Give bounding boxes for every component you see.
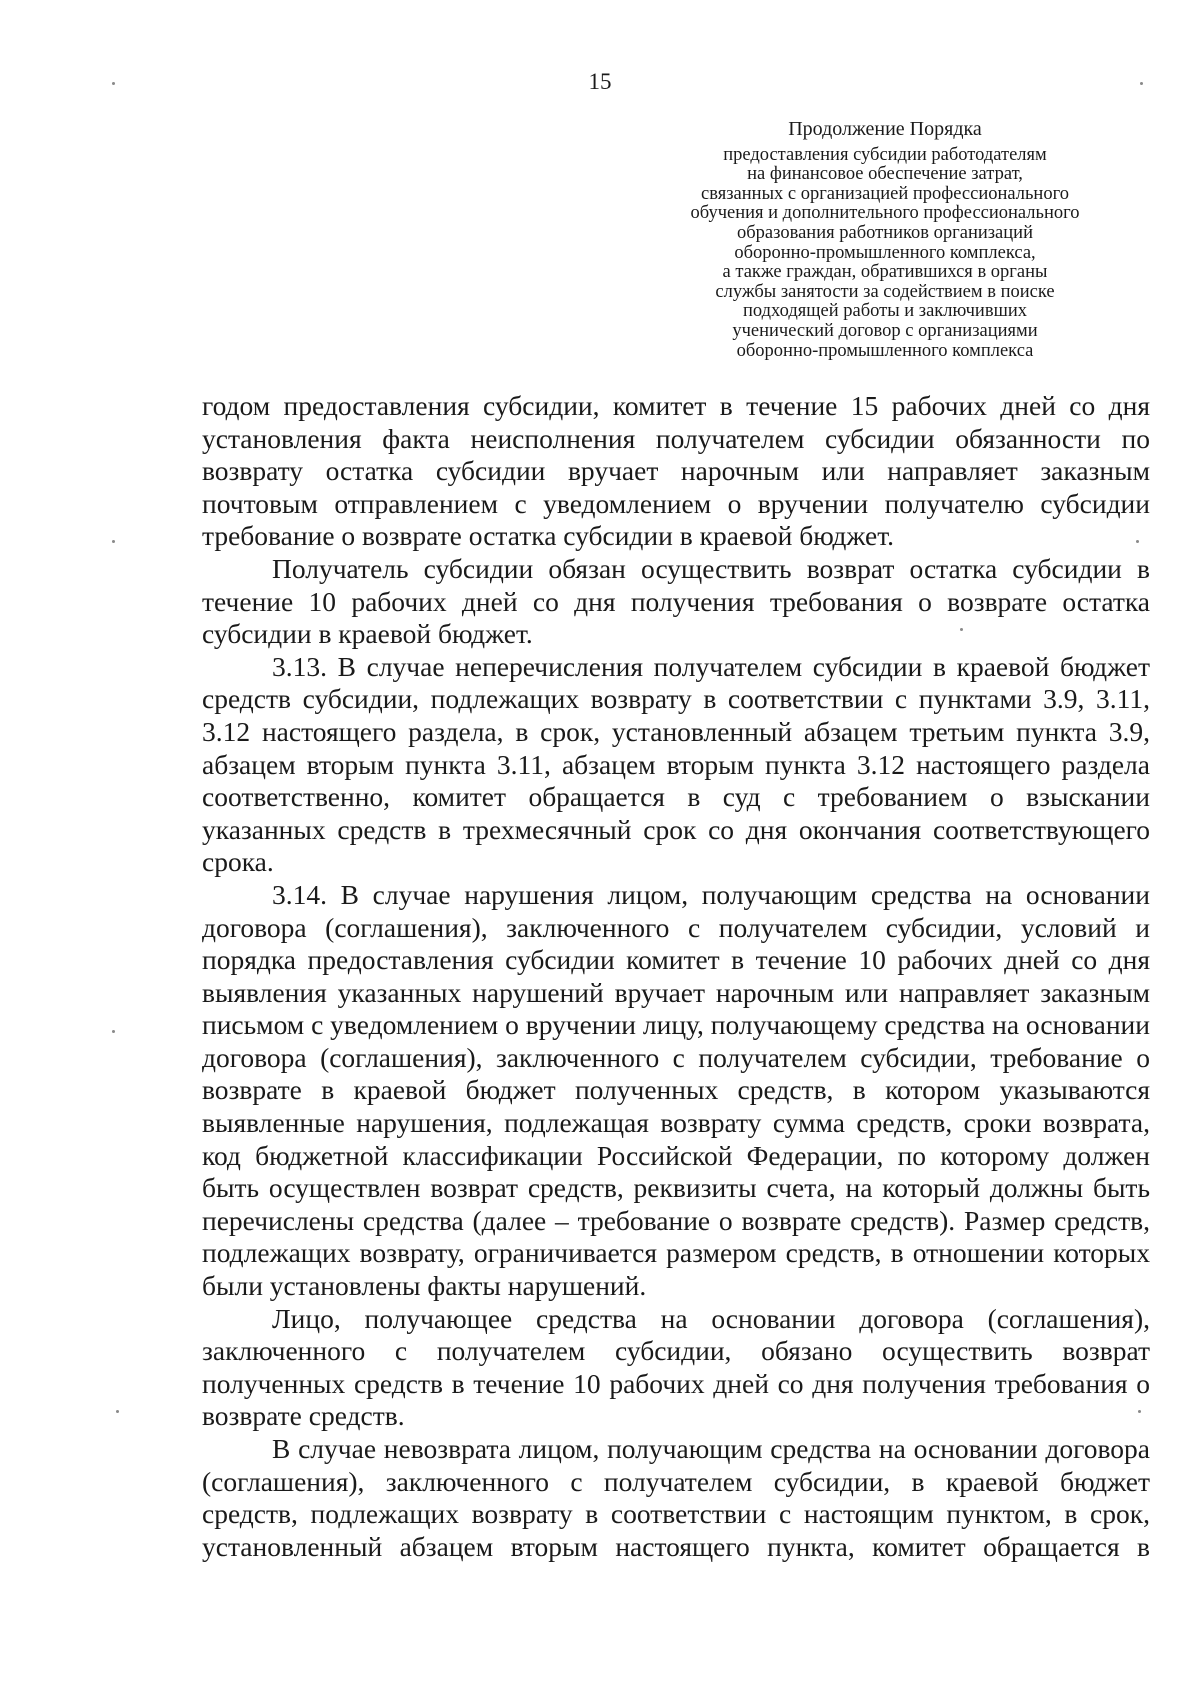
- header-title: Продолжение Порядка: [788, 118, 982, 140]
- scan-speck: [1136, 540, 1139, 543]
- paragraph-3-13: 3.13. В случае неперечисления получателем субсидии в краевой бюджет средств субсидии, подлежащих возврату в соответствии с пунктами 3.9, 3.11, 3.12 настоящего раздела, в срок, установленный абзацем третьим пункта 3.9, абзацем вторым пункта 3.11, абзацем вторым пункта 3.12 настоящего раздела соответственно, комитет обращается в суд с требованием о взыскании указанных средств в трехмесячный срок со дня окончания соответствующего срока.: [202, 650, 1150, 878]
- scan-speck: [116, 1410, 119, 1413]
- header-line: предоставления субсидии работодателям: [723, 144, 1047, 165]
- header-line: ученический договор с организациями: [732, 320, 1038, 341]
- header-line: оборонно-промышленного комплекса,: [734, 242, 1036, 263]
- header-line: обучения и дополнительного профессионального: [690, 203, 1080, 224]
- scan-speck: [1140, 82, 1143, 85]
- page-number: 15: [588, 69, 612, 94]
- header-line: связанных с организацией профессионального: [701, 183, 1069, 204]
- header-line: а также граждан, обратившихся в органы: [722, 262, 1048, 283]
- document-header: [600, 120, 1170, 361]
- scan-speck: [112, 1030, 115, 1033]
- paragraph: годом предоставления субсидии, комитет в течение 15 рабочих дней со дня установления факта неисполнения получателем субсидии обязанности по возврату остатка субсидии вручает нарочным или направляет заказным почтовым отправлением с уведомлением о вручении получателю субсидии требование о возврате остатка субсидии в краевой бюджет.: [202, 390, 1150, 552]
- paragraph: Получатель субсидии обязан осуществить возврат остатка субсидии в течение 10 рабочих дней со дня получения требования о возврате остатка субсидии в краевой бюджет.: [202, 552, 1150, 650]
- scan-speck: [1138, 1410, 1141, 1413]
- paragraph-3-14: 3.14. В случае нарушения лицом, получающим средства на основании договора (соглашения), заключенного с получателем субсидии, условий и порядка предоставления субсидии комитет в течение 10 рабочих дней со дня выявления указанных нарушений вручает нарочным или направляет заказным письмом с уведомлением о вручении лицу, получающему средства на основании договора (соглашения), заключенного с получателем субсидии, требование о возврате в краевой бюджет полученных средств, в котором указываются выявленные нарушения, подлежащая возврату сумма средств, сроки возврата, код бюджетной классификации Российской Федерации, по которому должен быть осуществлен возврат средств, реквизиты счета, на который должны быть перечислены средства (далее – требование о возврате средств). Размер средств, подлежащих возврату, ограничивается размером средств, в отношении которых были установлены факты нарушений.: [202, 878, 1150, 1302]
- paragraph: Лицо, получающее средства на основании договора (соглашения), заключенного с получателем субсидии, обязано осуществить возврат полученных средств в течение 10 рабочих дней со дня получения требования о возврате средств.: [202, 1302, 1150, 1432]
- scan-speck: [112, 82, 115, 85]
- scan-speck: [112, 540, 115, 543]
- document-body: [202, 390, 1150, 1563]
- scan-speck: [960, 628, 963, 631]
- paragraph: В случае невозврата лицом, получающим средства на основании договора (соглашения), заключенного с получателем субсидии, в краевой бюджет средств, подлежащих возврату в соответствии с настоящим пунктом, в срок, установленный абзацем вторым настоящего пункта, комитет обращается в: [202, 1433, 1150, 1562]
- header-line: службы занятости за содействием в поиске: [715, 281, 1055, 302]
- header-line: на финансовое обеспечение затрат,: [747, 164, 1023, 185]
- header-line: подходящей работы и заключивших: [743, 301, 1027, 322]
- header-line: оборонно-промышленного комплекса: [736, 340, 1034, 361]
- header-line: образования работников организаций: [737, 222, 1033, 243]
